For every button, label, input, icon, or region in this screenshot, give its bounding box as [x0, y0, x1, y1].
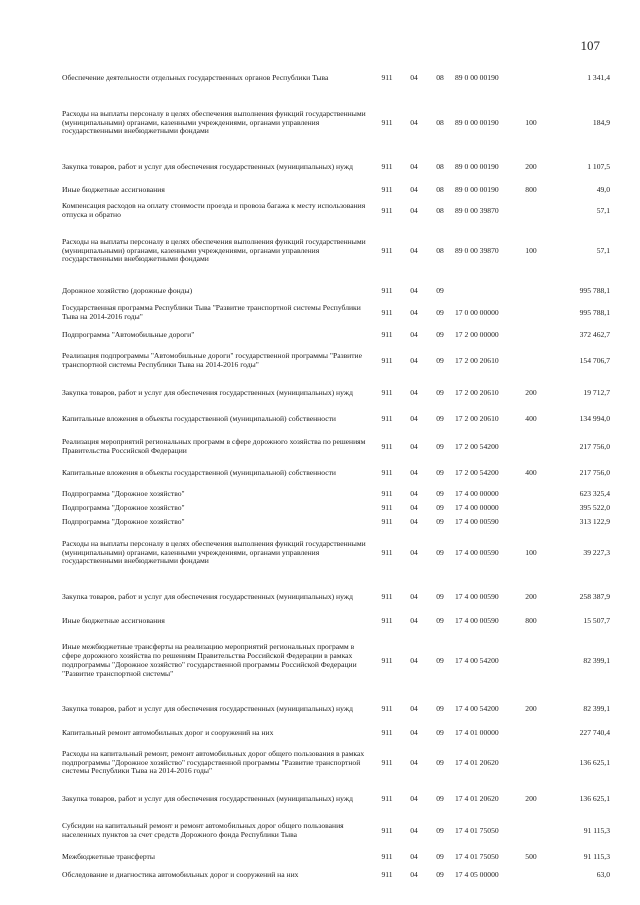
cell-target-article-code: 17 4 00 00590 — [455, 516, 499, 526]
cell-section-code: 04 — [410, 285, 418, 295]
cell-section-code: 04 — [410, 502, 418, 512]
row-spacer — [62, 274, 610, 284]
cell-target-article-code: 89 0 00 00190 — [455, 117, 499, 127]
cell-admin-code: 911 — [381, 869, 393, 879]
cell-expense-type-code: 100 — [525, 547, 537, 557]
cell-amount: 995 788,1 — [579, 307, 610, 317]
cell-expense-type-code: 400 — [525, 467, 537, 477]
row-spacer — [62, 146, 610, 156]
cell-section-code: 04 — [410, 757, 418, 767]
table-row — [62, 228, 610, 274]
cell-amount: 217 756,0 — [579, 441, 610, 451]
cell-desc: Иные бюджетные ассигнования — [62, 184, 165, 194]
cell-target-article-code: 17 4 00 54200 — [455, 703, 499, 713]
cell-subsection-code: 08 — [436, 184, 444, 194]
cell-admin-code: 911 — [381, 591, 393, 601]
cell-section-code: 04 — [410, 161, 418, 171]
cell-admin-code: 911 — [381, 793, 393, 803]
cell-admin-code: 911 — [381, 825, 393, 835]
cell-expense-type-code: 400 — [525, 413, 537, 423]
cell-desc: Иные межбюджетные трансферты на реализацию мероприятий региональных программ в сфере дорожного хозяйства по решениям Правительства Российской Федерации в рамках подпрограммы "Дорожное хозяйство" государственной программы Российской Федерации "Развитие транспортной системы" — [62, 642, 357, 678]
cell-subsection-code: 09 — [436, 727, 444, 737]
cell-section-code: 04 — [410, 387, 418, 397]
cell-expense-type-code — [515, 284, 547, 298]
cell-expense-type-code — [515, 744, 547, 782]
cell-section-code: 04 — [410, 591, 418, 601]
spacer-cell — [62, 146, 610, 156]
table-row — [62, 530, 610, 576]
page-number: 107 — [580, 38, 600, 53]
cell-subsection-code: 09 — [436, 488, 444, 498]
cell-desc: Подпрограмма "Автомобильные дороги" — [62, 329, 195, 339]
table-row — [62, 502, 610, 514]
cell-desc: Межбюджетные трансферты — [62, 851, 155, 861]
cell-admin-code: 911 — [381, 467, 393, 477]
cell-subsection-code: 09 — [436, 307, 444, 317]
cell-admin-code: 911 — [381, 851, 393, 861]
cell-subsection-code: 08 — [436, 72, 444, 82]
cell-expense-type-code — [515, 634, 547, 688]
cell-expense-type-code — [515, 516, 547, 528]
cell-expense-type-code — [515, 726, 547, 740]
cell-section-code: 04 — [410, 825, 418, 835]
cell-section-code: 04 — [410, 205, 418, 215]
cell-amount: 184,9 — [592, 117, 610, 127]
table-row — [62, 850, 610, 864]
cell-desc: Закупка товаров, работ и услуг для обеспечения государственных (муниципальных) нужд — [62, 161, 353, 171]
cell-target-article-code: 17 4 00 54200 — [455, 655, 499, 665]
spacer-cell — [62, 92, 610, 100]
cell-target-article-code: 17 2 00 00000 — [455, 329, 499, 339]
cell-subsection-code: 09 — [436, 615, 444, 625]
cell-admin-code: 911 — [381, 307, 393, 317]
cell-admin-code: 911 — [381, 615, 393, 625]
cell-target-article-code: 17 4 01 75050 — [455, 851, 499, 861]
cell-target-article-code: 17 2 00 20610 — [455, 413, 499, 423]
cell-amount: 258 387,9 — [579, 591, 610, 601]
cell-desc: Закупка товаров, работ и услуг для обеспечения государственных (муниципальных) нужд — [62, 387, 353, 397]
cell-target-article-code: 17 2 00 54200 — [455, 441, 499, 451]
budget-table — [62, 64, 610, 882]
cell-admin-code: 911 — [381, 516, 393, 526]
cell-section-code: 04 — [410, 355, 418, 365]
cell-expense-type-code — [515, 302, 547, 324]
cell-amount: 91 115,3 — [583, 851, 610, 861]
spacer-cell — [62, 274, 610, 284]
cell-section-code: 04 — [410, 516, 418, 526]
cell-desc: Дорожное хозяйство (дорожные фонды) — [62, 285, 193, 295]
cell-admin-code: 911 — [381, 72, 393, 82]
row-spacer — [62, 688, 610, 698]
cell-subsection-code: 08 — [436, 245, 444, 255]
cell-target-article-code: 89 0 00 00190 — [455, 72, 499, 82]
cell-subsection-code: 09 — [436, 757, 444, 767]
cell-subsection-code: 09 — [436, 547, 444, 557]
cell-target-article-code: 17 4 00 00590 — [455, 591, 499, 601]
cell-subsection-code: 08 — [436, 117, 444, 127]
cell-section-code: 04 — [410, 329, 418, 339]
table-row — [62, 488, 610, 500]
cell-desc: Капитальные вложения в объекты государственной (муниципальной) собственности — [62, 413, 336, 423]
cell-admin-code: 911 — [381, 703, 393, 713]
cell-desc: Расходы на выплаты персоналу в целях обеспечения выполнения функций государственными (муниципальными) органами, казенными учреждениями, органами управления государственными внебюджетными фондами — [62, 538, 366, 566]
cell-target-article-code — [453, 284, 515, 298]
table-row — [62, 284, 610, 298]
cell-subsection-code: 09 — [436, 329, 444, 339]
cell-expense-type-code: 100 — [525, 245, 537, 255]
cell-admin-code: 911 — [381, 727, 393, 737]
table-row — [62, 816, 610, 846]
cell-admin-code: 911 — [381, 547, 393, 557]
table-row — [62, 614, 610, 628]
cell-expense-type-code: 200 — [525, 387, 537, 397]
cell-amount: 623 325,4 — [579, 488, 610, 498]
cell-admin-code: 911 — [381, 488, 393, 498]
budget-table-body — [62, 64, 610, 882]
cell-desc: Обследование и диагностика автомобильных дорог и сооружений на них — [62, 869, 299, 879]
cell-section-code: 04 — [410, 703, 418, 713]
cell-expense-type-code: 200 — [525, 161, 537, 171]
cell-expense-type-code — [515, 816, 547, 846]
cell-admin-code: 911 — [381, 502, 393, 512]
cell-desc: Расходы на выплаты персоналу в целях обеспечения выполнения функций государственными (муниципальными) органами, казенными учреждениями, органами управления государственными внебюджетными фондами — [62, 236, 366, 264]
cell-expense-type-code — [515, 328, 547, 342]
cell-amount: 19 712,7 — [583, 387, 610, 397]
cell-target-article-code: 89 0 00 00190 — [455, 161, 499, 171]
cell-desc: Подпрограмма "Дорожное хозяйство" — [62, 488, 185, 498]
spacer-cell — [62, 688, 610, 698]
table-row — [62, 302, 610, 324]
cell-subsection-code: 09 — [436, 467, 444, 477]
cell-section-code: 04 — [410, 117, 418, 127]
cell-expense-type-code: 800 — [525, 615, 537, 625]
table-row — [62, 744, 610, 782]
cell-amount: 136 625,1 — [579, 757, 610, 767]
cell-expense-type-code — [515, 868, 547, 882]
cell-target-article-code: 17 4 01 20620 — [455, 793, 499, 803]
table-row — [62, 462, 610, 484]
cell-amount: 39 227,3 — [583, 547, 610, 557]
cell-expense-type-code: 100 — [525, 117, 537, 127]
cell-target-article-code: 17 2 00 54200 — [455, 467, 499, 477]
cell-subsection-code: 09 — [436, 441, 444, 451]
cell-amount: 227 740,4 — [579, 727, 610, 737]
cell-target-article-code: 89 0 00 39870 — [455, 205, 499, 215]
cell-target-article-code: 17 4 00 00590 — [455, 547, 499, 557]
cell-desc: Капитальный ремонт автомобильных дорог и сооружений на них — [62, 727, 274, 737]
cell-subsection-code: 09 — [436, 413, 444, 423]
cell-subsection-code: 09 — [436, 285, 444, 295]
cell-desc: Подпрограмма "Дорожное хозяйство" — [62, 516, 185, 526]
cell-target-article-code: 17 4 05 00000 — [455, 869, 499, 879]
cell-amount: 1 341,4 — [587, 72, 610, 82]
cell-admin-code: 911 — [381, 184, 393, 194]
cell-admin-code: 911 — [381, 285, 393, 295]
cell-admin-code: 911 — [381, 655, 393, 665]
table-row — [62, 698, 610, 720]
cell-section-code: 04 — [410, 72, 418, 82]
cell-amount: 217 756,0 — [579, 467, 610, 477]
cell-amount: 49,0 — [596, 184, 610, 194]
cell-desc: Подпрограмма "Дорожное хозяйство" — [62, 502, 185, 512]
cell-expense-type-code — [515, 200, 547, 222]
cell-section-code: 04 — [410, 413, 418, 423]
table-row — [62, 156, 610, 178]
cell-subsection-code: 09 — [436, 655, 444, 665]
cell-target-article-code: 17 2 00 20610 — [455, 387, 499, 397]
cell-section-code: 04 — [410, 793, 418, 803]
cell-amount: 154 706,7 — [579, 355, 610, 365]
cell-desc: Закупка товаров, работ и услуг для обеспечения государственных (муниципальных) нужд — [62, 591, 353, 601]
cell-desc: Иные бюджетные ассигнования — [62, 615, 165, 625]
cell-admin-code: 911 — [381, 441, 393, 451]
table-row — [62, 586, 610, 608]
cell-section-code: 04 — [410, 307, 418, 317]
cell-subsection-code: 09 — [436, 825, 444, 835]
cell-section-code: 04 — [410, 184, 418, 194]
table-row — [62, 868, 610, 882]
table-row — [62, 184, 610, 196]
cell-section-code: 04 — [410, 467, 418, 477]
cell-target-article-code: 17 4 01 75050 — [455, 825, 499, 835]
spacer-cell — [62, 576, 610, 586]
cell-section-code: 04 — [410, 851, 418, 861]
cell-amount: 82 399,1 — [583, 703, 610, 713]
table-row — [62, 328, 610, 342]
cell-target-article-code: 17 4 01 20620 — [455, 757, 499, 767]
cell-desc: Закупка товаров, работ и услуг для обеспечения государственных (муниципальных) нужд — [62, 703, 353, 713]
cell-expense-type-code — [515, 488, 547, 500]
table-row — [62, 726, 610, 740]
cell-target-article-code: 17 2 00 20610 — [455, 355, 499, 365]
cell-admin-code: 911 — [381, 757, 393, 767]
cell-subsection-code: 08 — [436, 161, 444, 171]
table-row — [62, 516, 610, 528]
cell-amount: 57,1 — [596, 205, 610, 215]
cell-desc: Реализация подпрограммы "Автомобильные дороги" государственной программы "Развитие транспортной системы Республики Тыва на 2014-2016 годы" — [62, 351, 362, 369]
cell-expense-type-code: 200 — [525, 591, 537, 601]
cell-admin-code: 911 — [381, 329, 393, 339]
cell-admin-code: 911 — [381, 413, 393, 423]
cell-desc: Закупка товаров, работ и услуг для обеспечения государственных (муниципальных) нужд — [62, 793, 353, 803]
cell-target-article-code: 17 4 00 00000 — [455, 488, 499, 498]
cell-admin-code: 911 — [381, 245, 393, 255]
cell-target-article-code: 17 4 00 00000 — [455, 502, 499, 512]
cell-subsection-code: 09 — [436, 869, 444, 879]
cell-amount: 372 462,7 — [579, 329, 610, 339]
cell-subsection-code: 09 — [436, 703, 444, 713]
cell-amount: 1 107,5 — [587, 161, 610, 171]
cell-expense-type-code — [515, 502, 547, 514]
cell-amount: 313 122,9 — [579, 516, 610, 526]
cell-amount: 395 522,0 — [579, 502, 610, 512]
cell-subsection-code: 09 — [436, 502, 444, 512]
table-row — [62, 436, 610, 458]
cell-subsection-code: 09 — [436, 591, 444, 601]
cell-admin-code: 911 — [381, 117, 393, 127]
cell-expense-type-code: 500 — [525, 851, 537, 861]
table-row — [62, 64, 610, 92]
cell-desc: Обеспечение деятельности отдельных государственных органов Республики Тыва — [62, 72, 329, 82]
cell-subsection-code: 09 — [436, 387, 444, 397]
cell-section-code: 04 — [410, 615, 418, 625]
cell-section-code: 04 — [410, 869, 418, 879]
cell-amount: 63,0 — [596, 869, 610, 879]
cell-desc: Субсидии на капитальный ремонт и ремонт автомобильных дорог общего пользования населенных пунктов за счет средств Дорожного фонда Республики Тыва — [62, 821, 344, 839]
cell-amount: 91 115,3 — [583, 825, 610, 835]
table-row — [62, 788, 610, 810]
row-spacer — [62, 92, 610, 100]
cell-expense-type-code: 200 — [525, 703, 537, 713]
cell-target-article-code: 89 0 00 39870 — [455, 245, 499, 255]
cell-amount: 134 994,0 — [579, 413, 610, 423]
cell-desc: Капитальные вложения в объекты государственной (муниципальной) собственности — [62, 467, 336, 477]
cell-section-code: 04 — [410, 727, 418, 737]
cell-desc: Реализация мероприятий региональных программ в сфере дорожного хозяйства по решениям Правительства Российской Федерации — [62, 437, 366, 455]
cell-expense-type-code: 200 — [525, 793, 537, 803]
table-row — [62, 634, 610, 688]
cell-desc: Государственная программа Республики Тыва "Развитие транспортной системы Республики Тыва на 2014-2016 годы" — [62, 303, 361, 321]
cell-desc: Расходы на капитальный ремонт, ремонт автомобильных дорог общего пользования в рамках подпрограммы "Дорожное хозяйство" государственной программы "Развитие транспортной системы Республики Тыва на 2014-2016 годы" — [62, 748, 365, 776]
cell-section-code: 04 — [410, 245, 418, 255]
cell-amount: 82 399,1 — [583, 655, 610, 665]
cell-target-article-code: 17 4 01 00000 — [455, 727, 499, 737]
cell-subsection-code: 09 — [436, 516, 444, 526]
cell-admin-code: 911 — [381, 161, 393, 171]
cell-subsection-code: 08 — [436, 205, 444, 215]
cell-admin-code: 911 — [381, 205, 393, 215]
cell-admin-code: 911 — [381, 387, 393, 397]
cell-section-code: 04 — [410, 488, 418, 498]
cell-amount: 995 788,1 — [579, 285, 610, 295]
table-row — [62, 200, 610, 222]
table-row — [62, 408, 610, 430]
cell-amount: 136 625,1 — [579, 793, 610, 803]
cell-section-code: 04 — [410, 655, 418, 665]
table-row — [62, 382, 610, 404]
cell-target-article-code: 17 4 00 00590 — [455, 615, 499, 625]
cell-amount: 15 507,7 — [583, 615, 610, 625]
table-row — [62, 100, 610, 146]
cell-target-article-code: 89 0 00 00190 — [455, 184, 499, 194]
row-spacer — [62, 576, 610, 586]
cell-subsection-code: 09 — [436, 851, 444, 861]
cell-target-article-code: 17 0 00 00000 — [455, 307, 499, 317]
cell-admin-code: 911 — [381, 355, 393, 365]
table-row — [62, 346, 610, 376]
cell-expense-type-code: 800 — [525, 184, 537, 194]
cell-expense-type-code — [515, 436, 547, 458]
cell-expense-type-code — [515, 64, 547, 92]
cell-subsection-code: 09 — [436, 355, 444, 365]
cell-subsection-code: 09 — [436, 793, 444, 803]
cell-desc: Компенсация расходов на оплату стоимости проезда и провоза багажа к месту использования отпуска и обратно — [62, 201, 366, 219]
cell-amount: 57,1 — [596, 245, 610, 255]
cell-desc: Расходы на выплаты персоналу в целях обеспечения выполнения функций государственными (муниципальными) органами, казенными учреждениями, органами управления государственными внебюджетными фондами — [62, 108, 366, 136]
cell-section-code: 04 — [410, 547, 418, 557]
cell-expense-type-code — [515, 346, 547, 376]
cell-section-code: 04 — [410, 441, 418, 451]
